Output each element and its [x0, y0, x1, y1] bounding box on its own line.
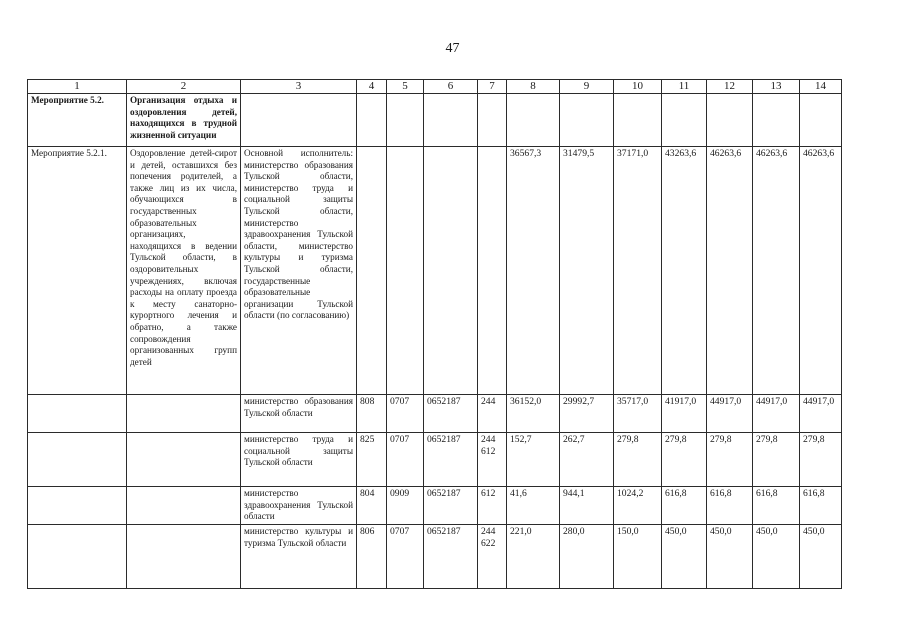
amount-cell: 37171,0 [614, 147, 662, 395]
table-cell [28, 487, 127, 525]
amount-cell: 31479,5 [560, 147, 614, 395]
table-cell [387, 147, 424, 395]
table-cell [127, 433, 241, 487]
amount-cell: 944,1 [560, 487, 614, 525]
article-code-cell: 0652187 [424, 433, 478, 487]
amount-cell: 46263,6 [707, 147, 753, 395]
executor-cell: министерство здравоохранения Тульской области [241, 487, 357, 525]
table-cell [800, 94, 842, 147]
measure-title-cell: Оздоровление детей-сирот и детей, оставшихся без попечения родителей, а также лиц из их числа, обучающихся в государственных образовательных организациях, находящихся в ведении Тульской области, в оздоровительных учреждениях, включая расходы на оплату проезда к месту санаторно-курортного лечения и обратно, а также сопровождения организованных групп детей [127, 147, 241, 395]
amount-cell: 616,8 [753, 487, 800, 525]
column-header: 10 [614, 80, 662, 94]
column-header: 12 [707, 80, 753, 94]
amount-cell: 450,0 [800, 525, 842, 589]
section-code-cell: 0707 [387, 395, 424, 433]
executor-cell: министерство образования Тульской области [241, 395, 357, 433]
table-row [28, 487, 842, 525]
column-header: 5 [387, 80, 424, 94]
column-header: 13 [753, 80, 800, 94]
ministry-code-cell: 806 [357, 525, 387, 589]
amount-cell: 616,8 [800, 487, 842, 525]
amount-cell: 616,8 [707, 487, 753, 525]
table-cell [424, 147, 478, 395]
column-header: 4 [357, 80, 387, 94]
table-cell [614, 94, 662, 147]
table-cell [507, 94, 560, 147]
table-cell [387, 94, 424, 147]
table-cell [127, 395, 241, 433]
table-cell [28, 525, 127, 589]
column-header: 2 [127, 80, 241, 94]
amount-cell: 29992,7 [560, 395, 614, 433]
table-row [28, 147, 842, 395]
table-cell [753, 94, 800, 147]
amount-cell: 35717,0 [614, 395, 662, 433]
amount-cell: 279,8 [614, 433, 662, 487]
measure-title-cell: Организация отдыха и оздоровления детей, находящихся в трудной жизненной ситуации [127, 94, 241, 147]
executor-cell [241, 94, 357, 147]
budget-table [27, 79, 842, 589]
article-code-cell: 0652187 [424, 487, 478, 525]
expense-type-cell: 244 622 [478, 525, 507, 589]
amount-cell: 262,7 [560, 433, 614, 487]
column-header: 6 [424, 80, 478, 94]
column-header: 7 [478, 80, 507, 94]
column-header: 3 [241, 80, 357, 94]
table-cell [662, 94, 707, 147]
table-cell [357, 94, 387, 147]
amount-cell: 221,0 [507, 525, 560, 589]
amount-cell: 1024,2 [614, 487, 662, 525]
table-row [28, 525, 842, 589]
executor-cell: министерство культуры и туризма Тульской области [241, 525, 357, 589]
column-number-row [28, 80, 842, 94]
table-row [28, 94, 842, 147]
column-header: 8 [507, 80, 560, 94]
table-cell [560, 94, 614, 147]
amount-cell: 41,6 [507, 487, 560, 525]
ministry-code-cell: 804 [357, 487, 387, 525]
section-code-cell: 0707 [387, 525, 424, 589]
amount-cell: 36152,0 [507, 395, 560, 433]
table-cell [707, 94, 753, 147]
table-cell [357, 147, 387, 395]
table-row [28, 395, 842, 433]
section-code-cell: 0707 [387, 433, 424, 487]
section-code-cell: 0909 [387, 487, 424, 525]
table-cell [478, 94, 507, 147]
amount-cell: 279,8 [753, 433, 800, 487]
amount-cell: 43263,6 [662, 147, 707, 395]
amount-cell: 152,7 [507, 433, 560, 487]
article-code-cell: 0652187 [424, 525, 478, 589]
table-cell [28, 395, 127, 433]
column-header: 1 [28, 80, 127, 94]
amount-cell: 450,0 [707, 525, 753, 589]
amount-cell: 616,8 [662, 487, 707, 525]
amount-cell: 450,0 [662, 525, 707, 589]
amount-cell: 41917,0 [662, 395, 707, 433]
amount-cell: 279,8 [662, 433, 707, 487]
table-cell [28, 433, 127, 487]
expense-type-cell: 244 612 [478, 433, 507, 487]
column-header: 14 [800, 80, 842, 94]
table-cell [478, 147, 507, 395]
amount-cell: 450,0 [753, 525, 800, 589]
page-number: 47 [445, 41, 460, 56]
amount-cell: 44917,0 [753, 395, 800, 433]
table-row [28, 433, 842, 487]
column-header: 9 [560, 80, 614, 94]
ministry-code-cell: 808 [357, 395, 387, 433]
amount-cell: 150,0 [614, 525, 662, 589]
amount-cell: 46263,6 [753, 147, 800, 395]
executor-cell: Основной исполнитель: министерство образования Тульской области, министерство труда и социальной защиты Тульской области, министерство здравоохранения Тульской области, министерство культуры и туризма Тульской области, государственные образовательные организации Тульской области (по согласованию) [241, 147, 357, 395]
article-code-cell: 0652187 [424, 395, 478, 433]
column-header: 11 [662, 80, 707, 94]
table-cell [127, 525, 241, 589]
amount-cell: 36567,3 [507, 147, 560, 395]
amount-cell: 279,8 [707, 433, 753, 487]
amount-cell: 279,8 [800, 433, 842, 487]
amount-cell: 46263,6 [800, 147, 842, 395]
ministry-code-cell: 825 [357, 433, 387, 487]
table-cell [424, 94, 478, 147]
measure-code-cell: Мероприятие 5.2.1. [28, 147, 127, 395]
executor-cell: министерство труда и социальной защиты Тульской области [241, 433, 357, 487]
measure-code-cell: Мероприятие 5.2. [28, 94, 127, 147]
amount-cell: 44917,0 [707, 395, 753, 433]
expense-type-cell: 612 [478, 487, 507, 525]
amount-cell: 44917,0 [800, 395, 842, 433]
amount-cell: 280,0 [560, 525, 614, 589]
table-cell [127, 487, 241, 525]
expense-type-cell: 244 [478, 395, 507, 433]
